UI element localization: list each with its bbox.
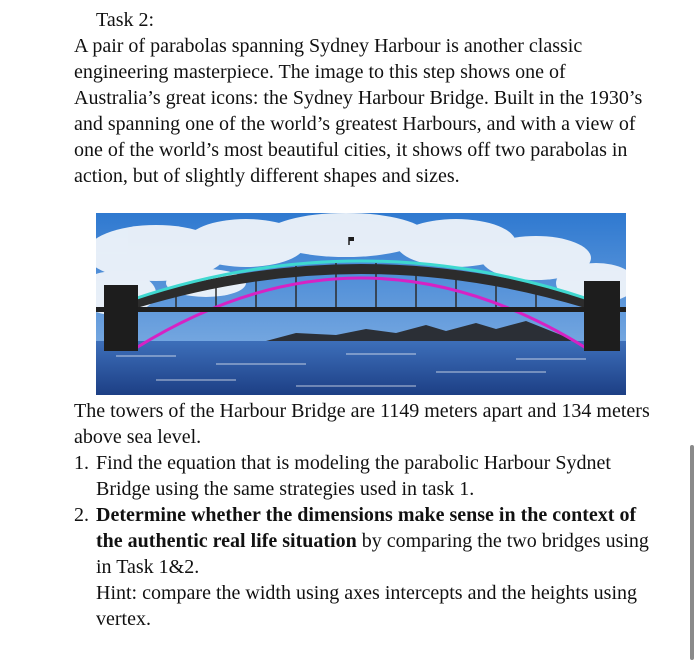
question-1	[74, 450, 664, 502]
question-2-rest-text: by comparing the two bridges using in Task 1&2.	[96, 530, 649, 578]
question-2-bold-text: Determine whether the dimensions make sense in the context of the authentic real life situation	[96, 504, 637, 552]
question-1-number: 1.	[74, 452, 89, 474]
right-pylon	[584, 281, 620, 351]
bridge-illustration	[96, 213, 626, 395]
left-pylon	[104, 285, 138, 351]
question-list	[74, 450, 664, 632]
bridge-deck	[96, 307, 626, 312]
question-1-text: Find the equation that is modeling the parabolic Harbour Sydnet Bridge using the same strategies used in task 1.	[96, 452, 611, 500]
task-title: Task 2:	[96, 9, 155, 31]
question-2	[74, 502, 664, 632]
question-2-number: 2.	[74, 504, 89, 526]
facts-paragraph: The towers of the Harbour Bridge are 1149 meters apart and 134 meters above sea level.	[74, 400, 650, 448]
question-2-hint: Hint: compare the width using axes intercepts and the heights using vertex.	[96, 582, 637, 630]
intro-paragraph: A pair of parabolas spanning Sydney Harbour is another classic engineering masterpiece. The image to this step shows one of Australia’s great icons: the Sydney Harbour Bridge. Built in the 1930’s and spanning one of the world’s greatest Harbours, and with a view of one of the world’s most beautiful cities, it shows off two parabolas in action, but of slightly different shapes and sizes.	[74, 35, 643, 187]
scrollbar-thumb[interactable]	[690, 445, 694, 660]
flag	[349, 237, 354, 241]
bridge-photo	[96, 213, 626, 395]
